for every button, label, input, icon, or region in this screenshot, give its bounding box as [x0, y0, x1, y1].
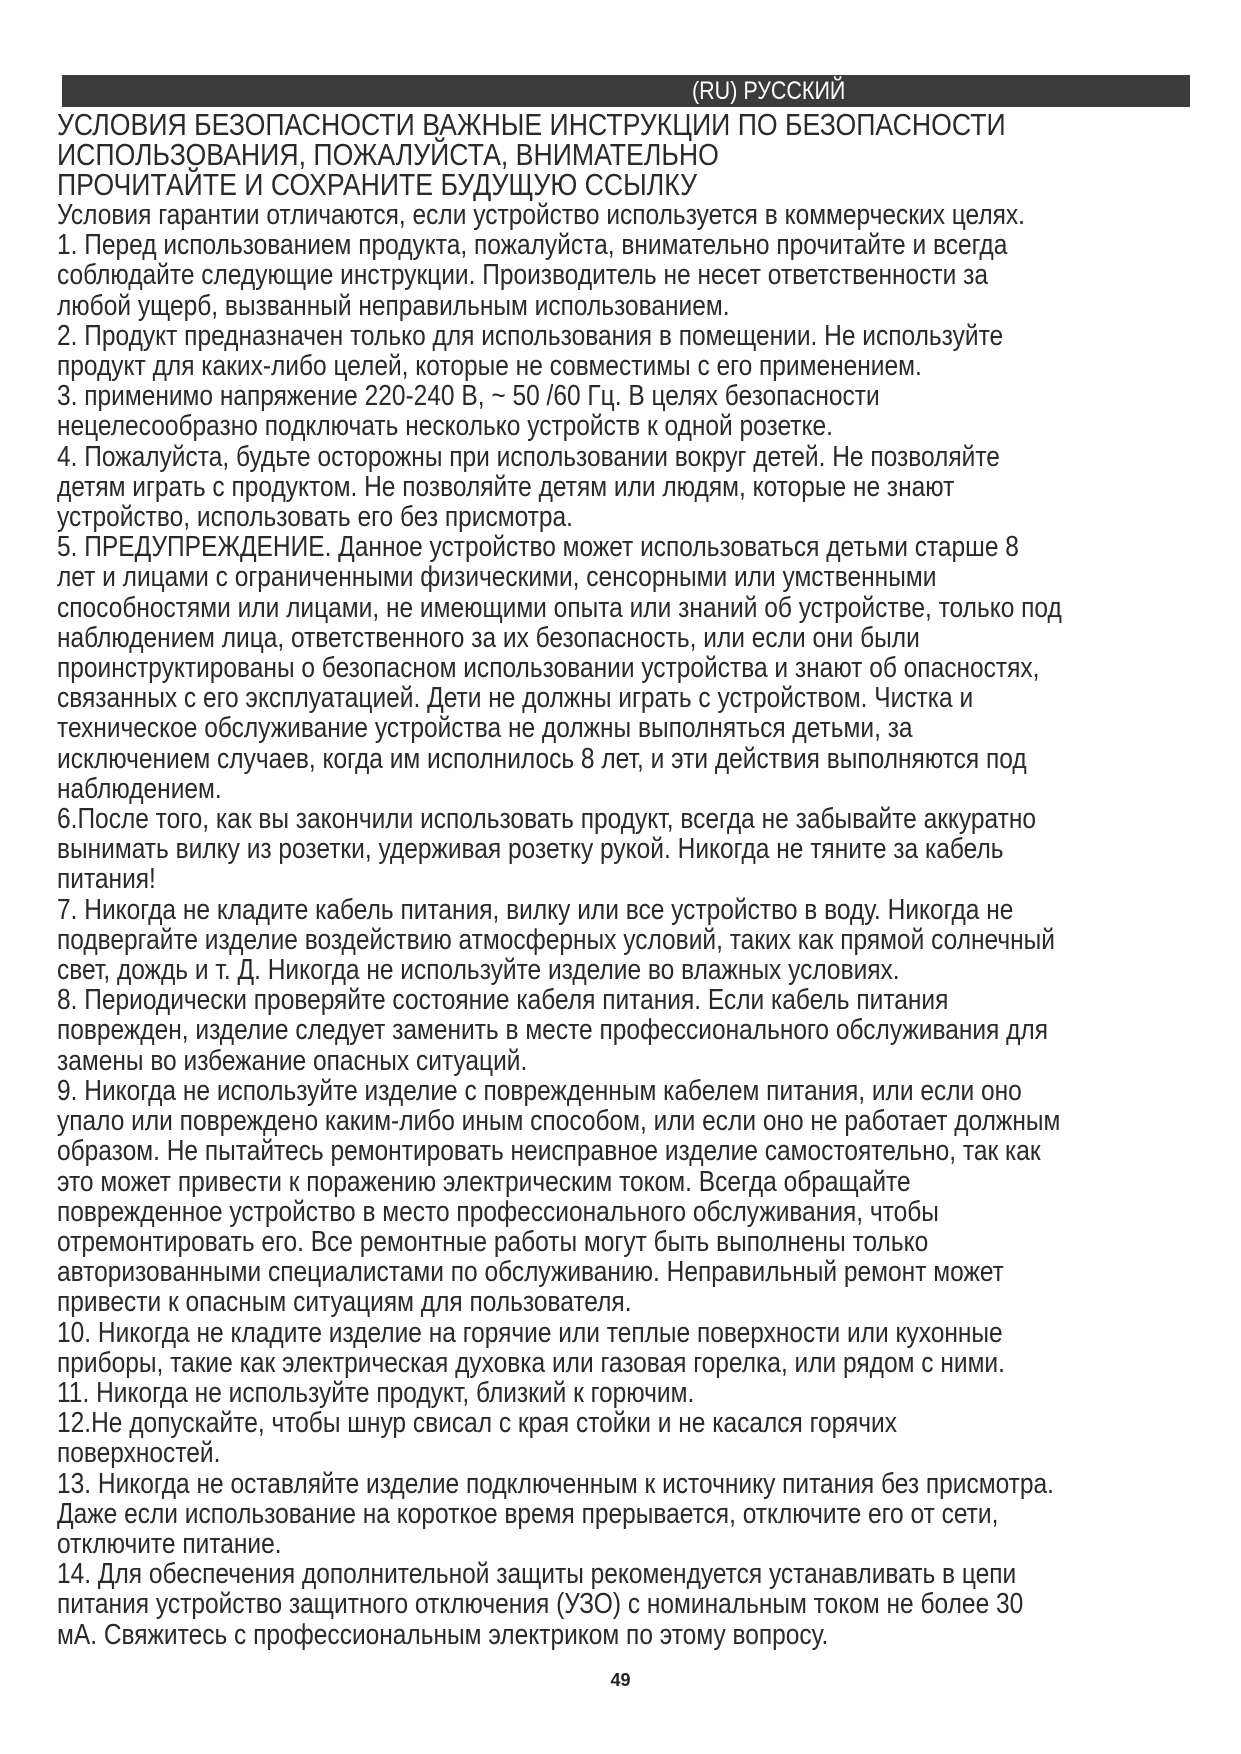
body-text-line: 4. Пожалуйста, будьте осторожны при использовании вокруг детей. Не позволяйте — [57, 440, 1000, 473]
body-text-line: 7. Никогда не кладите кабель питания, вилку или все устройство в воду. Никогда не — [57, 893, 1014, 926]
body-text-line: образом. Не пытайтесь ремонтировать неисправное изделие самостоятельно, так как — [57, 1135, 1041, 1168]
language-header-bar — [62, 75, 1190, 107]
body-text-line: вынимать вилку из розетки, удерживая розетку рукой. Никогда не тяните за кабель — [57, 833, 1004, 866]
body-text-line: поверхностей. — [57, 1437, 221, 1470]
body-text-line: соблюдайте следующие инструкции. Производитель не несет ответственности за — [57, 259, 989, 292]
body-text-line: проинструктированы о безопасном использовании устройства и знают об опасностях, — [57, 652, 1040, 685]
page-number: 49 — [610, 1670, 631, 1690]
body-text-line: 3. применимо напряжение 220-240 В, ~ 50 /60 Гц. В целях безопасности — [57, 380, 880, 413]
document-content — [57, 107, 1115, 1651]
body-text-line: 13. Никогда не оставляйте изделие подключенным к источнику питания без присмотра. — [57, 1467, 1054, 1500]
body-text-line: наблюдением. — [57, 772, 222, 805]
body-text-line: Даже если использование на короткое время прерывается, отключите его от сети, — [57, 1497, 999, 1530]
body-text-line: устройство, использовать его без присмотра. — [57, 501, 573, 534]
body-text-line: поврежденное устройство в место профессионального обслуживания, чтобы — [57, 1195, 939, 1228]
body-text-line: связанных с его эксплуатацией. Дети не должны играть с устройством. Чистка и — [57, 682, 974, 715]
body-text-line: привести к опасным ситуациям для пользователя. — [57, 1286, 632, 1319]
body-text-line: отключите питание. — [57, 1527, 282, 1560]
title-line: УСЛОВИЯ БЕЗОПАСНОСТИ ВАЖНЫЕ ИНСТРУКЦИИ ПО БЕЗОПАСНОСТИ — [57, 107, 1006, 142]
body-text-line: подвергайте изделие воздействию атмосферных условий, таких как прямой солнечный — [57, 923, 1055, 956]
body-text-line: детям играть с продуктом. Не позволяйте детям или людям, которые не знают — [57, 470, 955, 503]
body-text-line: 12.Не допускайте, чтобы шнур свисал с края стойки и не касался горячих — [57, 1407, 898, 1440]
safety-title — [57, 107, 1115, 202]
body-text-line: 1. Перед использованием продукта, пожалуйста, внимательно прочитайте и всегда — [57, 229, 1008, 262]
body-text-line: приборы, такие как электрическая духовка или газовая горелка, или рядом с ними. — [57, 1346, 1005, 1379]
body-text-line: лет и лицами с ограниченными физическими, сенсорными или умственными — [57, 561, 937, 594]
body-text-line: свет, дождь и т. Д. Никогда не используйте изделие во влажных условиях. — [57, 954, 900, 987]
body-text-line: продукт для каких-либо целей, которые не совместимы с его применением. — [57, 350, 922, 383]
instructions-body — [57, 200, 1115, 1650]
body-text-line: техническое обслуживание устройства не должны выполняться детьми, за — [57, 712, 913, 745]
body-text-line: мА. Свяжитесь с профессиональным электриком по этому вопросу. — [57, 1618, 829, 1651]
title-line: ПРОЧИТАЙТЕ И СОХРАНИТЕ БУДУЩУЮ ССЫЛКУ — [57, 167, 698, 202]
body-text-line: это может привести к поражению электрическим током. Всегда обращайте — [57, 1165, 911, 1198]
body-text-line: способностями или лицами, не имеющими опыта или знаний об устройстве, только под — [57, 591, 1062, 624]
body-text-line: 6.После того, как вы закончили использовать продукт, всегда не забывайте аккуратно — [57, 803, 1037, 836]
body-text-line: питания устройство защитного отключения (УЗО) с номинальным током не более 30 — [57, 1588, 1024, 1621]
body-text-line: упало или повреждено каким-либо иным способом, или если оно не работает должным — [57, 1105, 1061, 1138]
body-text-line: авторизованными специалистами по обслуживанию. Неправильный ремонт может — [57, 1256, 1004, 1289]
body-text-line: 11. Никогда не используйте продукт, близкий к горючим. — [57, 1376, 695, 1409]
body-text-line: замены во избежание опасных ситуаций. — [57, 1044, 528, 1077]
body-text-line: 10. Никогда не кладите изделие на горячие или теплые поверхности или кухонные — [57, 1316, 1003, 1349]
body-text-line: Условия гарантии отличаются, если устройство используется в коммерческих целях. — [57, 199, 1025, 231]
body-text-line: отремонтировать его. Все ремонтные работы могут быть выполнены только — [57, 1225, 929, 1258]
body-text-line: исключением случаев, когда им исполнилось 8 лет, и эти действия выполняются под — [57, 742, 1027, 775]
body-text-line: любой ущерб, вызванный неправильным использованием. — [57, 289, 730, 322]
body-text-line: наблюдением лица, ответственного за их безопасность, или если они были — [57, 621, 920, 654]
body-text-line: нецелесообразно подключать несколько устройств к одной розетке. — [57, 410, 833, 443]
body-text-line: 2. Продукт предназначен только для использования в помещении. Не используйте — [57, 319, 1004, 352]
body-text-line: 14. Для обеспечения дополнительной защиты рекомендуется устанавливать в цепи — [57, 1558, 1017, 1591]
title-line: ИСПОЛЬЗОВАНИЯ, ПОЖАЛУЙСТА, ВНИМАТЕЛЬНО — [57, 137, 719, 172]
body-text-line: питания! — [57, 863, 156, 896]
body-text-line: 8. Периодически проверяйте состояние кабеля питания. Если кабель питания — [57, 984, 949, 1017]
body-text-line: поврежден, изделие следует заменить в месте профессионального обслуживания для — [57, 1014, 1049, 1047]
body-text-line: 9. Никогда не используйте изделие с поврежденным кабелем питания, или если оно — [57, 1074, 1022, 1107]
body-text-line: 5. ПРЕДУПРЕЖДЕНИЕ. Данное устройство может использоваться детьми старше 8 — [57, 531, 1019, 564]
language-label: (RU) РУССКИЙ — [692, 77, 846, 105]
